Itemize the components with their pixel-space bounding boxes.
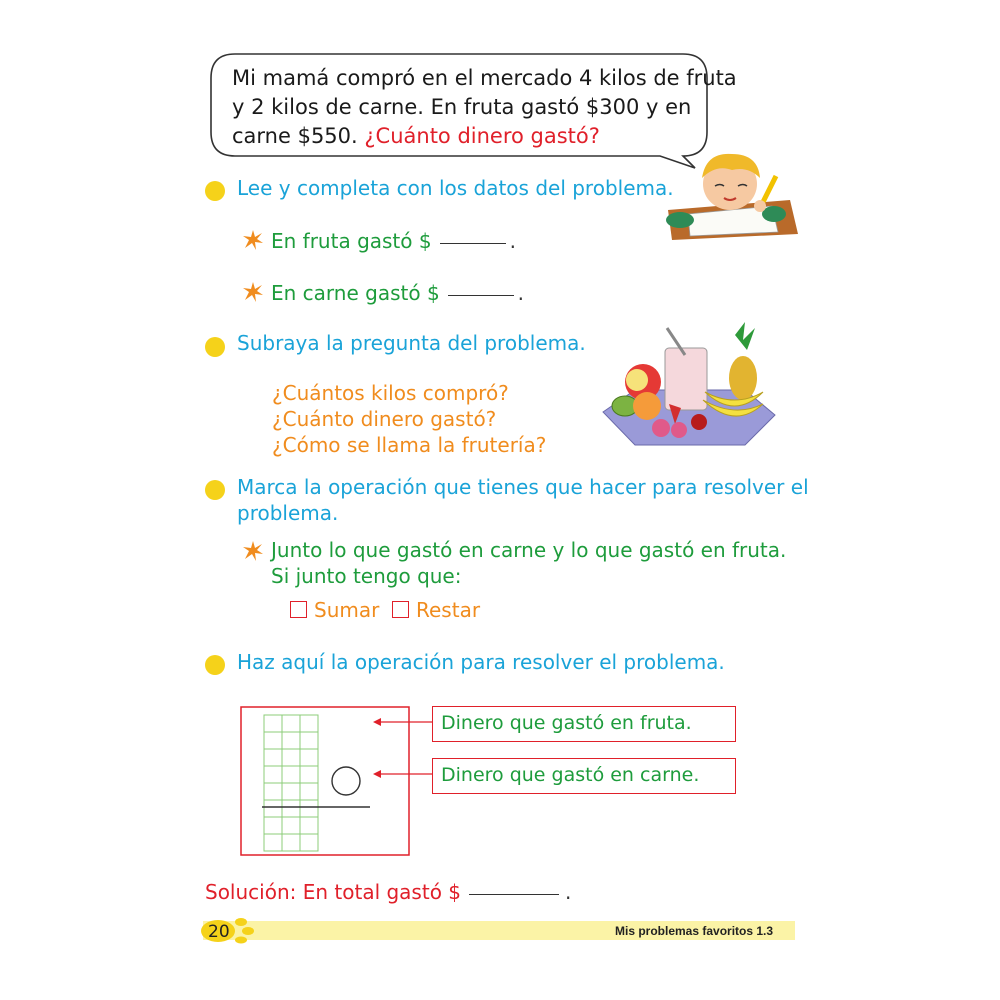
solution-label: Solución: En total gastó $ — [205, 880, 462, 904]
instruction-3-line-2: problema. — [237, 501, 339, 525]
label-carne: Dinero que gastó en carne. — [432, 758, 736, 794]
label-fruta: Dinero que gastó en fruta. — [432, 706, 736, 742]
period: . — [565, 880, 572, 904]
fruta-item — [271, 229, 516, 253]
statement-line-2: Si junto tengo que: — [271, 564, 462, 588]
bubble-line-1: Mi mamá compró en el mercado 4 kilos de fruta — [232, 66, 737, 90]
page-number: 20 — [208, 922, 230, 942]
choice-sumar[interactable] — [290, 598, 379, 622]
bullet-icon — [205, 480, 225, 500]
restar-checkbox[interactable] — [392, 601, 409, 618]
question-option-1[interactable]: ¿Cuántos kilos compró? — [272, 381, 509, 405]
restar-label: Restar — [416, 598, 481, 622]
period: . — [517, 281, 525, 305]
solution-answer-blank[interactable] — [469, 893, 559, 895]
instruction-2: Subraya la pregunta del problema. — [237, 331, 586, 355]
bubble-line-3-prefix: carne $550. — [232, 124, 358, 148]
splat-icon — [242, 540, 264, 562]
instruction-1: Lee y completa con los datos del problema. — [237, 176, 674, 200]
book-title: Mis problemas favoritos 1.3 — [615, 924, 774, 938]
fruta-item-label: En fruta gastó $ — [271, 229, 432, 253]
statement-line-1: Junto lo que gastó en carne y lo que gastó en fruta. — [271, 538, 787, 562]
bullet-icon — [205, 337, 225, 357]
instruction-3-line-1: Marca la operación que tienes que hacer para resolver el — [237, 475, 809, 499]
sumar-label: Sumar — [314, 598, 380, 622]
bubble-question: ¿Cuánto dinero gastó? — [364, 124, 600, 148]
fruta-answer-blank[interactable] — [440, 242, 506, 244]
sumar-checkbox[interactable] — [290, 601, 307, 618]
boy-writing-illustration — [660, 148, 800, 248]
splat-icon — [242, 281, 264, 303]
bubble-line-2: y 2 kilos de carne. En fruta gastó $300 y en — [232, 95, 692, 119]
bullet-icon — [205, 655, 225, 675]
question-option-2[interactable]: ¿Cuánto dinero gastó? — [272, 407, 497, 431]
bullet-icon — [205, 181, 225, 201]
solution-line — [205, 880, 571, 904]
period: . — [509, 229, 516, 253]
carne-item — [271, 281, 524, 305]
fruit-plate-illustration — [595, 320, 780, 450]
splat-icon — [242, 229, 264, 251]
choice-restar[interactable] — [392, 598, 480, 622]
bubble-line-3 — [232, 122, 600, 151]
carne-item-label: En carne gastó $ — [271, 281, 440, 305]
question-option-3[interactable]: ¿Cómo se llama la frutería? — [272, 433, 547, 457]
carne-answer-blank[interactable] — [448, 294, 514, 296]
instruction-4: Haz aquí la operación para resolver el problema. — [237, 650, 725, 674]
